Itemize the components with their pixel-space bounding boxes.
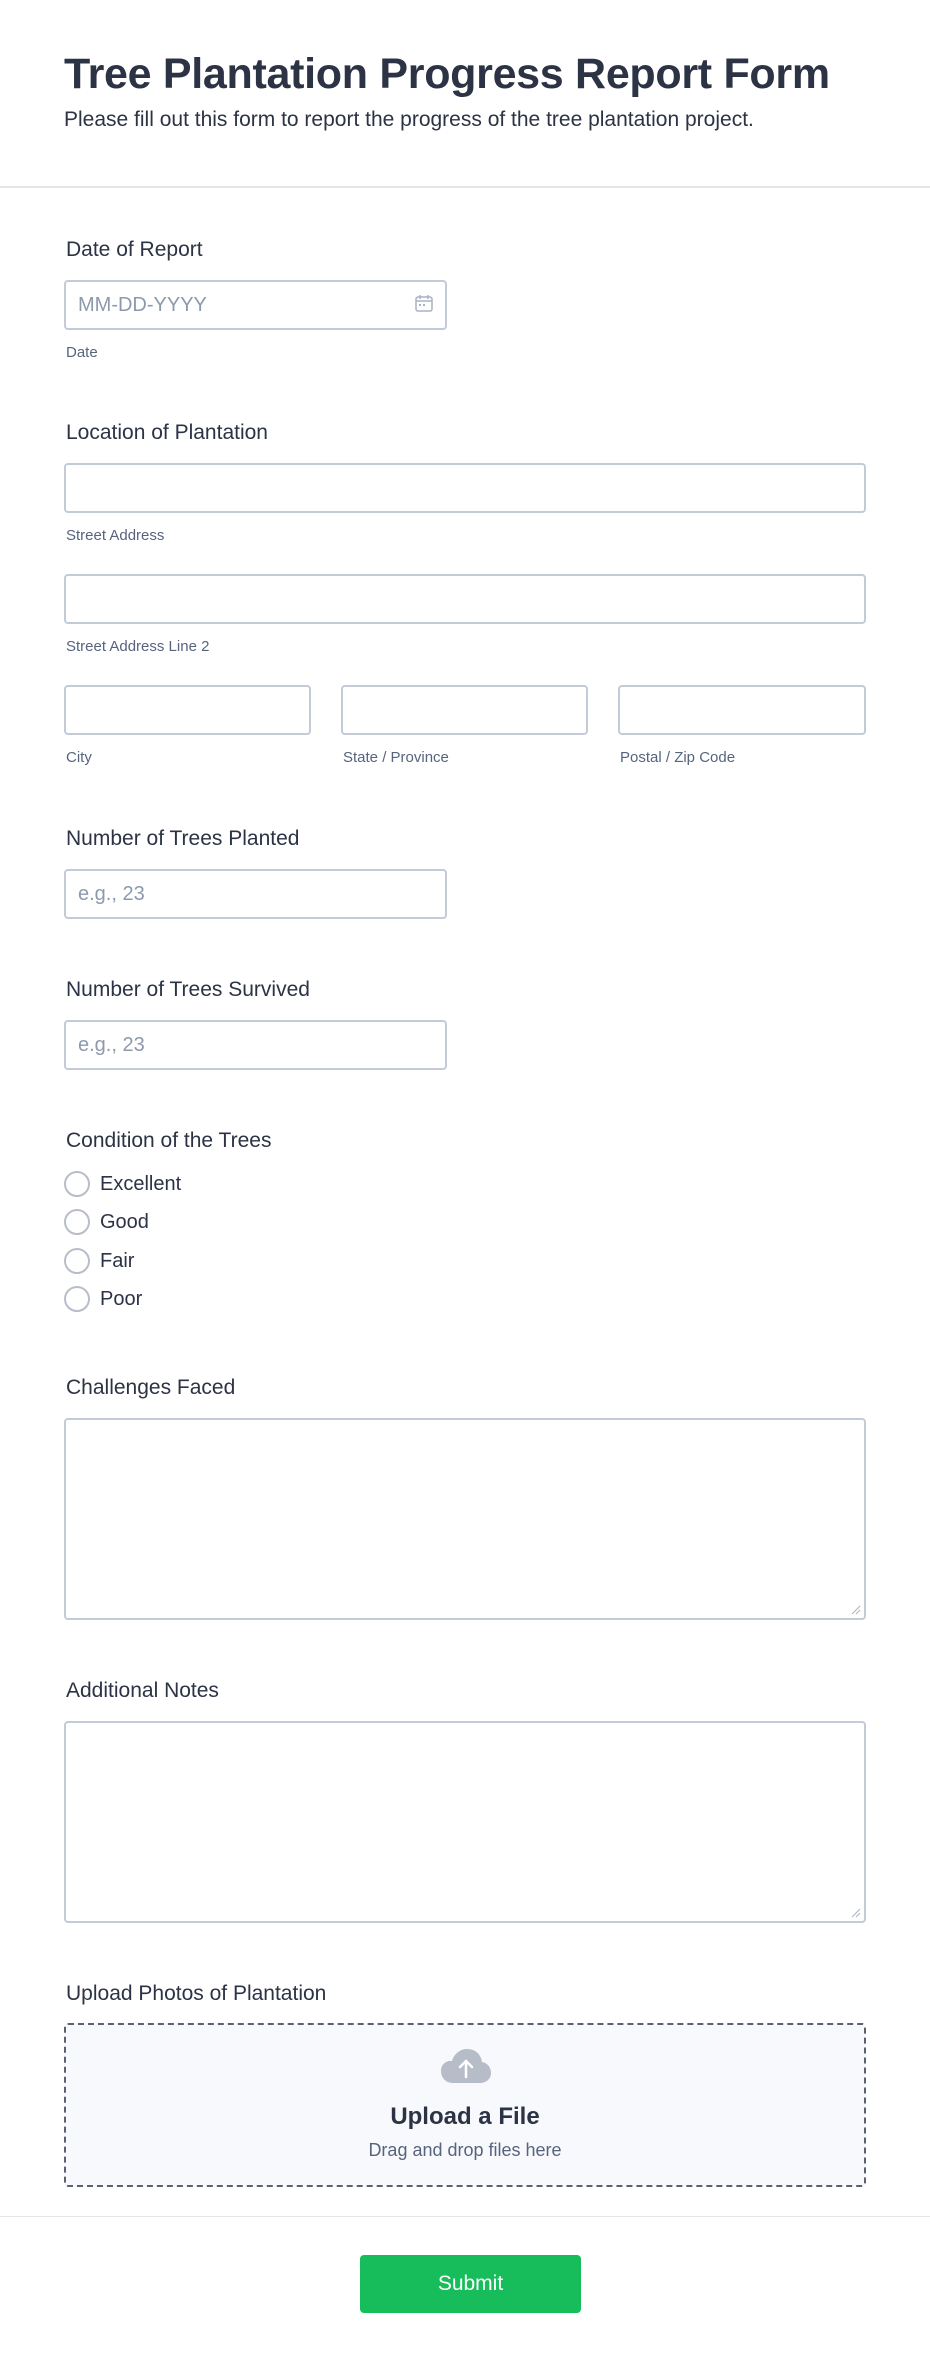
zip-code-input[interactable] (618, 685, 866, 735)
city-input[interactable] (64, 685, 311, 735)
footer-divider (0, 2216, 930, 2217)
upload-title: Upload a File (390, 2103, 540, 2130)
street-address-line2-input[interactable] (64, 574, 866, 624)
file-upload-dropzone[interactable] (64, 2023, 866, 2187)
radio-option-good[interactable] (64, 1209, 149, 1235)
radio-button[interactable] (64, 1171, 90, 1197)
radio-option-poor[interactable] (64, 1286, 142, 1312)
date-of-report-input[interactable] (64, 280, 447, 330)
calendar-icon[interactable] (414, 293, 434, 313)
trees-planted-input[interactable] (64, 869, 447, 919)
resize-handle-icon[interactable] (849, 1603, 861, 1615)
state-input[interactable] (341, 685, 588, 735)
radio-label: Poor (100, 1287, 143, 1310)
notes-textarea[interactable] (64, 1721, 866, 1923)
form-header (0, 0, 930, 188)
city-sublabel: City (66, 749, 92, 766)
radio-button[interactable] (64, 1209, 90, 1235)
form-subtitle: Please fill out this form to report the progress of the tree plantation project. (64, 108, 754, 131)
form-title: Tree Plantation Progress Report Form (64, 50, 830, 98)
date-sublabel: Date (66, 344, 98, 361)
trees-survived-label: Number of Trees Survived (66, 978, 310, 1001)
submit-button[interactable]: Submit (360, 2255, 581, 2313)
date-of-report-label: Date of Report (66, 238, 203, 261)
resize-handle-icon[interactable] (849, 1906, 861, 1918)
location-label: Location of Plantation (66, 421, 268, 444)
radio-button[interactable] (64, 1286, 90, 1312)
condition-label: Condition of the Trees (66, 1129, 272, 1152)
notes-label: Additional Notes (66, 1679, 219, 1702)
challenges-label: Challenges Faced (66, 1376, 236, 1399)
trees-planted-label: Number of Trees Planted (66, 827, 300, 850)
trees-survived-input[interactable] (64, 1020, 447, 1070)
upload-subtitle: Drag and drop files here (368, 2140, 562, 2160)
cloud-upload-icon (441, 2049, 491, 2085)
street-address-sublabel: Street Address (66, 527, 165, 544)
street-address-input[interactable] (64, 463, 866, 513)
radio-label: Fair (100, 1249, 135, 1272)
state-sublabel: State / Province (343, 749, 449, 766)
upload-label: Upload Photos of Plantation (66, 1982, 327, 2005)
radio-label: Good (100, 1210, 149, 1233)
zip-code-sublabel: Postal / Zip Code (620, 749, 736, 766)
radio-option-excellent[interactable] (64, 1171, 181, 1197)
challenges-textarea[interactable] (64, 1418, 866, 1620)
radio-option-fair[interactable] (64, 1248, 134, 1274)
street-address-line2-sublabel: Street Address Line 2 (66, 638, 210, 655)
radio-label: Excellent (100, 1172, 182, 1195)
radio-button[interactable] (64, 1248, 90, 1274)
